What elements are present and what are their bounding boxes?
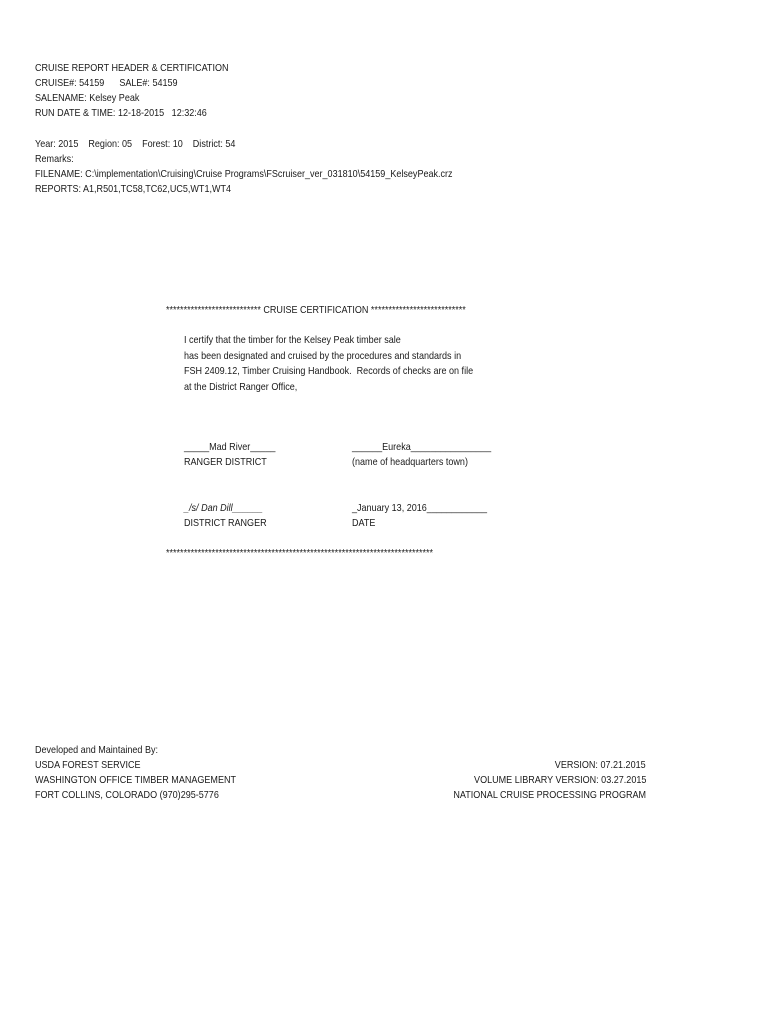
developer-contact: FORT COLLINS, COLORADO (970)295-5776 [35, 789, 219, 801]
developer-credit: Developed and Maintained By: [35, 744, 158, 756]
program-name: NATIONAL CRUISE PROCESSING PROGRAM [453, 789, 646, 801]
headquarters-town-label: (name of headquarters town) [352, 456, 468, 468]
sale-name: SALENAME: Kelsey Peak [35, 92, 140, 104]
certification-date-label: DATE [352, 517, 376, 529]
reports-list: REPORTS: A1,R501,TC58,TC62,UC5,WT1,WT4 [35, 183, 232, 195]
certification-text-line: I certify that the timber for the Kelsey Peak timber sale [184, 334, 401, 346]
district-ranger-label: DISTRICT RANGER [184, 517, 267, 529]
program-version: VERSION: 07.21.2015 [555, 759, 646, 771]
ranger-district-value: _____Mad River_____ [184, 441, 276, 453]
cruise-sale-numbers: CRUISE#: 54159 SALE#: 54159 [35, 77, 178, 89]
district-ranger-signature: _/s/ Dan Dill______ [184, 502, 263, 514]
developer-org: USDA FOREST SERVICE [35, 759, 141, 771]
certification-text-line: at the District Ranger Office, [184, 381, 298, 393]
volume-library-version: VOLUME LIBRARY VERSION: 03.27.2015 [473, 774, 646, 786]
certification-text-line: FSH 2409.12, Timber Cruising Handbook. Records of checks are on file [184, 365, 474, 377]
remarks: Remarks: [35, 153, 74, 165]
year-region-forest-district: Year: 2015 Region: 05 Forest: 10 District: 54 [35, 138, 236, 150]
certification-date-value: _January 13, 2016____________ [352, 502, 488, 514]
filename: FILENAME: C:\implementation\Cruising\Cruise Programs\FScruiser_ver_031810\54159_KelseyPeak.crz [35, 168, 453, 180]
certification-banner: *************************** CRUISE CERTIFICATION *************************** [166, 304, 466, 316]
certification-text-line: has been designated and cruised by the procedures and standards in [184, 350, 462, 362]
run-date-time: RUN DATE & TIME: 12-18-2015 12:32:46 [35, 107, 207, 119]
headquarters-town-value: ______Eureka________________ [352, 441, 492, 453]
report-title: CRUISE REPORT HEADER & CERTIFICATION [35, 62, 229, 74]
developer-office: WASHINGTON OFFICE TIMBER MANAGEMENT [35, 774, 237, 786]
certification-footer-rule: **************************************************************************** [166, 547, 434, 559]
ranger-district-label: RANGER DISTRICT [184, 456, 267, 468]
